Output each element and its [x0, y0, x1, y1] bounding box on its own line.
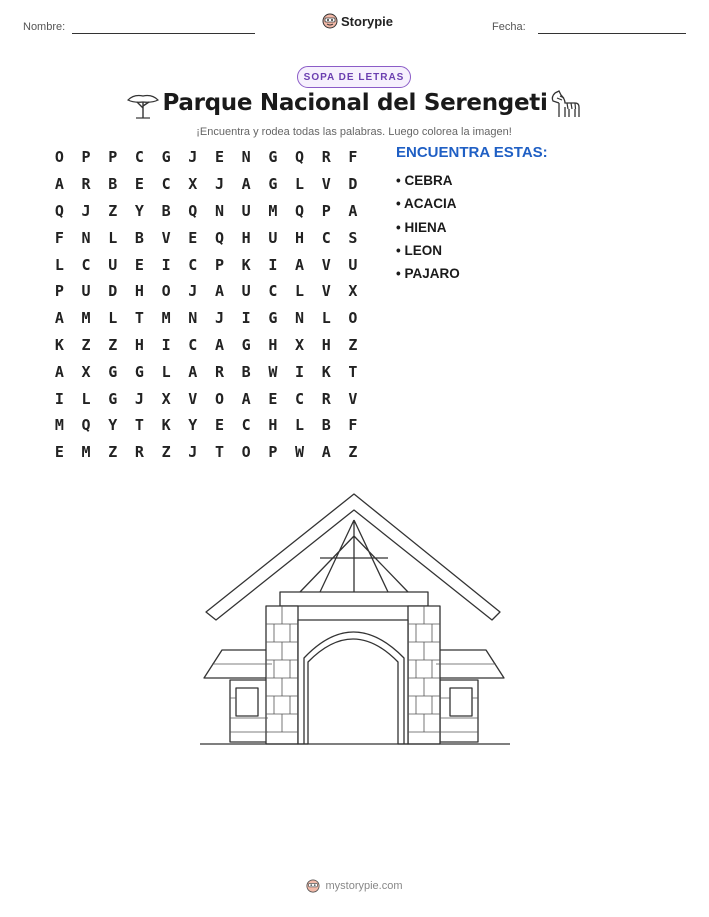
grid-cell[interactable]: R	[134, 443, 144, 462]
grid-cell[interactable]: B	[161, 201, 171, 220]
grid-cell[interactable]: F	[348, 148, 358, 167]
grid-cell[interactable]: C	[188, 255, 198, 274]
grid-cell[interactable]: U	[108, 255, 118, 274]
grid-cell[interactable]: H	[241, 228, 251, 247]
grid-cell[interactable]: C	[321, 228, 331, 247]
grid-cell[interactable]: D	[108, 282, 118, 301]
grid-cell[interactable]: R	[321, 389, 331, 408]
word-item: • LEON	[396, 242, 442, 258]
grid-cell[interactable]: P	[54, 282, 64, 301]
grid-cell[interactable]: A	[348, 201, 358, 220]
grid-cell[interactable]: L	[54, 255, 64, 274]
grid-cell[interactable]: B	[108, 175, 118, 194]
grid-cell[interactable]: O	[54, 148, 64, 167]
grid-cell[interactable]: L	[295, 416, 305, 435]
grid-cell[interactable]: A	[54, 362, 64, 381]
grid-cell[interactable]: G	[161, 148, 171, 167]
grid-cell[interactable]: P	[108, 148, 118, 167]
grid-cell[interactable]: H	[134, 335, 144, 354]
grid-cell[interactable]: Z	[81, 335, 91, 354]
grid-cell[interactable]: X	[188, 175, 198, 194]
grid-cell[interactable]: U	[268, 228, 278, 247]
grid-cell[interactable]: K	[321, 362, 331, 381]
grid-cell[interactable]: B	[134, 228, 144, 247]
grid-cell[interactable]: A	[241, 175, 251, 194]
date-line[interactable]	[538, 33, 686, 34]
word-item: • ACACIA	[396, 196, 457, 212]
grid-cell[interactable]: B	[241, 362, 251, 381]
grid-cell[interactable]: A	[214, 282, 224, 301]
grid-cell[interactable]: V	[321, 255, 331, 274]
grid-cell[interactable]: G	[134, 362, 144, 381]
grid-cell[interactable]: J	[188, 282, 198, 301]
grid-cell[interactable]: C	[268, 282, 278, 301]
grid-cell[interactable]: K	[54, 335, 64, 354]
word-item: • PAJARO	[396, 266, 460, 282]
grid-cell[interactable]: I	[295, 362, 305, 381]
storypie-mascot-icon	[322, 13, 338, 29]
grid-cell[interactable]: C	[241, 416, 251, 435]
grid-cell[interactable]: C	[81, 255, 91, 274]
grid-cell[interactable]: N	[241, 148, 251, 167]
grid-cell[interactable]: U	[241, 201, 251, 220]
instructions: ¡Encuentra y rodea todas las palabras. Luego colorea la imagen!	[196, 126, 512, 138]
grid-cell[interactable]: J	[214, 175, 224, 194]
grid-cell[interactable]: L	[295, 175, 305, 194]
grid-cell[interactable]: Z	[108, 201, 118, 220]
grid-cell[interactable]: M	[54, 416, 64, 435]
grid-cell[interactable]: A	[188, 362, 198, 381]
grid-cell[interactable]: J	[81, 201, 91, 220]
grid-cell[interactable]: T	[134, 416, 144, 435]
grid-cell[interactable]: M	[161, 309, 171, 328]
grid-cell[interactable]: G	[108, 389, 118, 408]
grid-cell[interactable]: Z	[108, 443, 118, 462]
storypie-mascot-icon	[306, 879, 320, 893]
grid-cell[interactable]: J	[134, 389, 144, 408]
grid-cell[interactable]: E	[134, 255, 144, 274]
grid-cell[interactable]: I	[241, 309, 251, 328]
grid-cell[interactable]: J	[188, 443, 198, 462]
grid-cell[interactable]: I	[161, 255, 171, 274]
grid-cell[interactable]: E	[188, 228, 198, 247]
grid-cell[interactable]: G	[108, 362, 118, 381]
grid-cell[interactable]: H	[295, 228, 305, 247]
grid-cell[interactable]: E	[134, 175, 144, 194]
grid-cell[interactable]: Z	[348, 443, 358, 462]
date-label: Fecha:	[492, 21, 526, 33]
grid-cell[interactable]: Y	[108, 416, 118, 435]
grid-cell[interactable]: A	[295, 255, 305, 274]
grid-cell[interactable]: P	[268, 443, 278, 462]
grid-cell[interactable]: H	[321, 335, 331, 354]
grid-cell[interactable]: H	[134, 282, 144, 301]
grid-cell[interactable]: A	[321, 443, 331, 462]
grid-cell[interactable]: N	[81, 228, 91, 247]
grid-cell[interactable]: H	[268, 416, 278, 435]
grid-cell[interactable]: U	[241, 282, 251, 301]
grid-cell[interactable]: P	[81, 148, 91, 167]
grid-cell[interactable]: V	[161, 228, 171, 247]
grid-cell[interactable]: Z	[161, 443, 171, 462]
grid-cell[interactable]: B	[321, 416, 331, 435]
grid-cell[interactable]: K	[241, 255, 251, 274]
zebra-icon	[547, 89, 583, 121]
grid-cell[interactable]: W	[295, 443, 305, 462]
page-title: Parque Nacional del Serengeti	[162, 90, 548, 116]
grid-cell[interactable]: G	[268, 309, 278, 328]
brand-logo	[322, 13, 393, 29]
grid-cell[interactable]: V	[348, 389, 358, 408]
grid-cell[interactable]: Z	[108, 335, 118, 354]
grid-cell[interactable]: M	[268, 201, 278, 220]
grid-cell[interactable]: Q	[188, 201, 198, 220]
grid-cell[interactable]: L	[81, 389, 91, 408]
grid-cell[interactable]: N	[214, 201, 224, 220]
grid-cell[interactable]: P	[214, 255, 224, 274]
footer-url[interactable]: mystorypie.com	[325, 880, 403, 892]
word-list	[396, 172, 460, 288]
grid-cell[interactable]: A	[54, 309, 64, 328]
grid-cell[interactable]: M	[81, 309, 91, 328]
word-list-title: ENCUENTRA ESTAS:	[396, 144, 548, 161]
grid-cell[interactable]: X	[348, 282, 358, 301]
activity-badge: SOPA DE LETRAS	[297, 66, 411, 88]
grid-cell[interactable]: Q	[214, 228, 224, 247]
grid-cell[interactable]: U	[348, 255, 358, 274]
grid-cell[interactable]: E	[54, 443, 64, 462]
grid-cell[interactable]: X	[81, 362, 91, 381]
brand-name: Storypie	[341, 13, 394, 29]
grid-cell[interactable]: F	[348, 416, 358, 435]
grid-cell[interactable]: G	[268, 175, 278, 194]
grid-cell[interactable]: C	[134, 148, 144, 167]
grid-cell[interactable]: Q	[295, 201, 305, 220]
grid-cell[interactable]: V	[321, 282, 331, 301]
grid-cell[interactable]: I	[161, 335, 171, 354]
grid-cell[interactable]: E	[214, 416, 224, 435]
grid-cell[interactable]: X	[295, 335, 305, 354]
grid-cell[interactable]: T	[348, 362, 358, 381]
grid-cell[interactable]: V	[188, 389, 198, 408]
grid-cell[interactable]: G	[241, 335, 251, 354]
grid-cell[interactable]: Y	[134, 201, 144, 220]
footer	[0, 879, 709, 893]
grid-cell[interactable]: D	[348, 175, 358, 194]
grid-cell[interactable]: T	[214, 443, 224, 462]
grid-cell[interactable]: O	[161, 282, 171, 301]
grid-cell[interactable]: N	[188, 309, 198, 328]
grid-cell[interactable]: L	[321, 309, 331, 328]
grid-cell[interactable]: Z	[348, 335, 358, 354]
grid-cell[interactable]: O	[241, 443, 251, 462]
grid-cell[interactable]: R	[81, 175, 91, 194]
grid-cell[interactable]: A	[241, 389, 251, 408]
grid-cell[interactable]: I	[54, 389, 64, 408]
grid-cell[interactable]: C	[188, 335, 198, 354]
grid-cell[interactable]: C	[161, 175, 171, 194]
grid-cell[interactable]: O	[348, 309, 358, 328]
grid-cell[interactable]: I	[268, 255, 278, 274]
grid-cell[interactable]: C	[295, 389, 305, 408]
grid-cell[interactable]: E	[214, 148, 224, 167]
grid-cell[interactable]: L	[295, 282, 305, 301]
grid-cell[interactable]: U	[81, 282, 91, 301]
grid-cell[interactable]: J	[214, 309, 224, 328]
grid-cell[interactable]: S	[348, 228, 358, 247]
word-item: • CEBRA	[396, 173, 453, 188]
word-item: • HIENA	[396, 219, 447, 235]
grid-cell[interactable]: V	[321, 175, 331, 194]
grid-cell[interactable]: J	[188, 148, 198, 167]
grid-cell[interactable]: A	[54, 175, 64, 194]
grid-cell[interactable]: M	[81, 443, 91, 462]
grid-cell[interactable]: R	[214, 362, 224, 381]
grid-cell[interactable]: O	[214, 389, 224, 408]
grid-cell[interactable]: G	[268, 148, 278, 167]
grid-cell[interactable]: T	[134, 309, 144, 328]
grid-cell[interactable]: Q	[81, 416, 91, 435]
grid-cell[interactable]: Q	[295, 148, 305, 167]
grid-cell[interactable]: Y	[188, 416, 198, 435]
grid-cell[interactable]: E	[268, 389, 278, 408]
grid-cell[interactable]: A	[214, 335, 224, 354]
grid-cell[interactable]: W	[268, 362, 278, 381]
grid-cell[interactable]: L	[161, 362, 171, 381]
grid-cell[interactable]: Q	[54, 201, 64, 220]
name-line[interactable]	[72, 33, 255, 34]
grid-cell[interactable]: X	[161, 389, 171, 408]
grid-cell[interactable]: L	[108, 228, 118, 247]
grid-cell[interactable]: R	[321, 148, 331, 167]
grid-cell[interactable]: K	[161, 416, 171, 435]
name-label: Nombre:	[23, 21, 66, 33]
grid-cell[interactable]: P	[321, 201, 331, 220]
grid-cell[interactable]: N	[295, 309, 305, 328]
park-gate-coloring-illustration[interactable]	[200, 488, 510, 750]
grid-cell[interactable]: L	[108, 309, 118, 328]
word-search-grid[interactable]	[46, 144, 366, 466]
grid-cell[interactable]: F	[54, 228, 64, 247]
grid-cell[interactable]: H	[268, 335, 278, 354]
